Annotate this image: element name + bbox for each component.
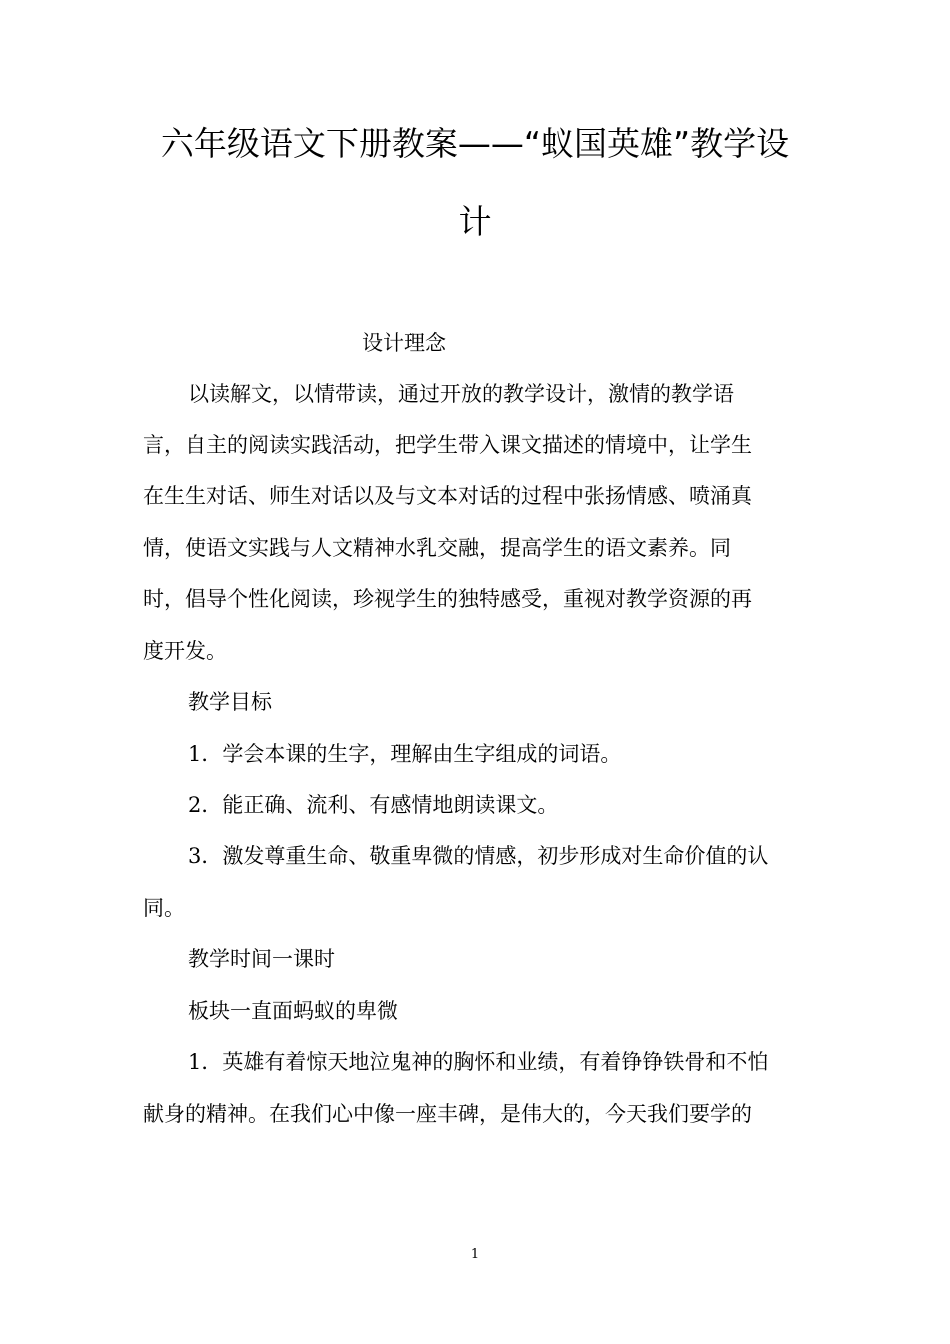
block-heading: 板块一直面蚂蚁的卑微 xyxy=(188,999,398,1023)
paragraph-line: 在生生对话、师生对话以及与文本对话的过程中张扬情感、喷涌真 xyxy=(143,484,752,508)
goal-text: ．激发尊重生命、敬重卑微的情感，初步形成对生命价值的认 xyxy=(201,844,769,868)
goal-item xyxy=(188,841,853,871)
goal-number: 1 xyxy=(188,742,202,766)
goal-text: ．能正确、流利、有感情地朗读课文。 xyxy=(201,793,559,817)
goal-number: 2 xyxy=(188,793,202,817)
page-number: 1 xyxy=(470,1247,480,1262)
paragraph-line: 言，自主的阅读实践活动，把学生带入课文描述的情境中，让学生 xyxy=(143,433,752,457)
goal-item xyxy=(188,790,853,820)
goal-continuation: 同。 xyxy=(143,896,185,920)
goal-number: 3 xyxy=(188,844,202,868)
step-item xyxy=(188,1047,853,1077)
paragraph-line: 以读解文，以情带读，通过开放的教学设计，激情的教学语 xyxy=(188,382,734,406)
teaching-time: 教学时间一课时 xyxy=(188,947,335,971)
step-continuation: 献身的精神。在我们心中像一座丰碑，是伟大的，今天我们要学的 xyxy=(143,1102,752,1126)
section-heading-design-philosophy: 设计理念 xyxy=(362,331,446,355)
paragraph-line: 情，使语文实践与人文精神水乳交融，提高学生的语文素养。同 xyxy=(143,536,731,560)
step-text: ．英雄有着惊天地泣鬼神的胸怀和业绩，有着铮铮铁骨和不怕 xyxy=(201,1050,769,1074)
step-number: 1 xyxy=(188,1050,202,1074)
goals-heading: 教学目标 xyxy=(188,690,272,714)
paragraph-line: 时，倡导个性化阅读，珍视学生的独特感受，重视对教学资源的再 xyxy=(143,587,752,611)
goal-text: ．学会本课的生字，理解由生字组成的词语。 xyxy=(201,742,622,766)
goal-item xyxy=(188,739,853,769)
title-line-2: 计 xyxy=(458,202,492,241)
paragraph-line: 度开发。 xyxy=(143,639,227,663)
title-line-1: 六年级语文下册教案——“蚁国英雄”教学设 xyxy=(160,124,790,163)
